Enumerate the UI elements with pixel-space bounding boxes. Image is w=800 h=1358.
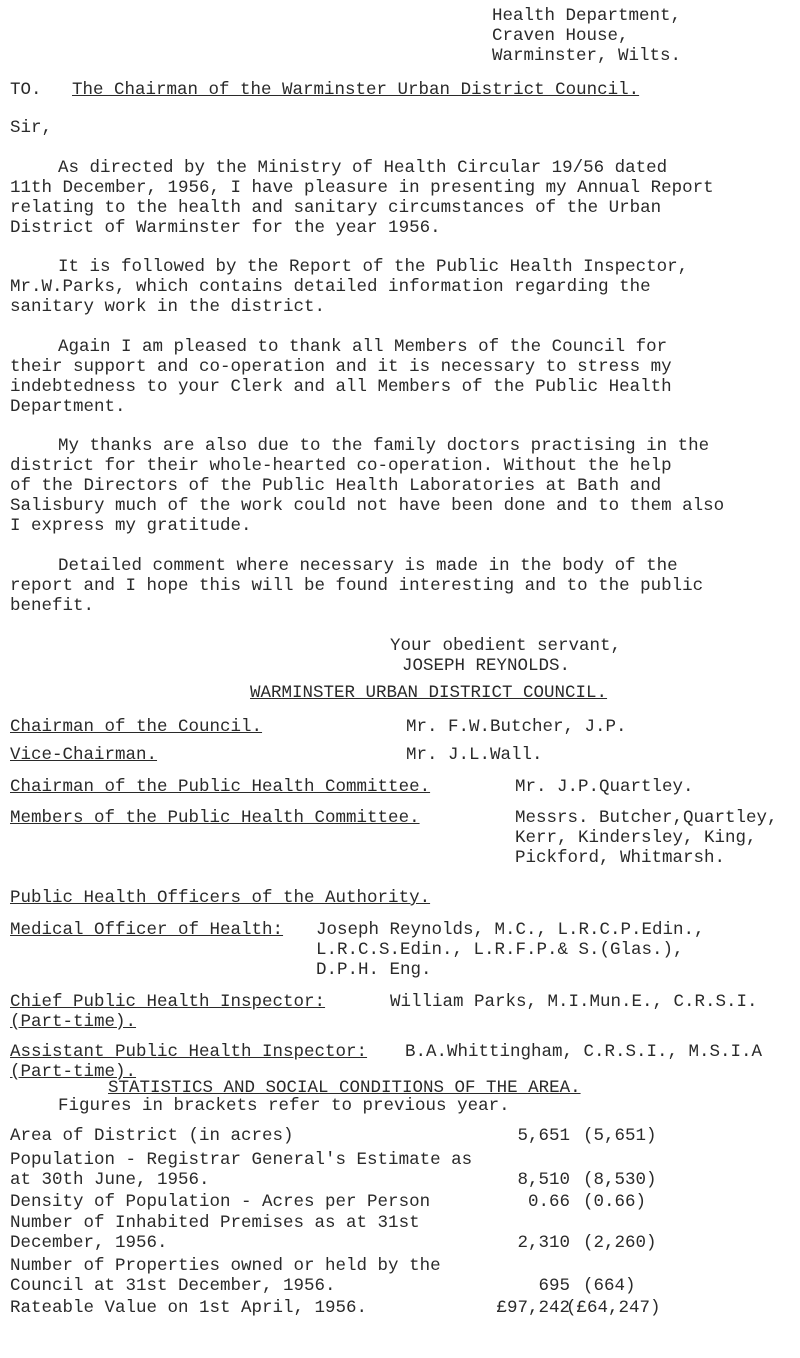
addressee-prefix: TO. (10, 80, 42, 100)
p5-line-1: Detailed comment where necessary is made in the body of the (58, 556, 678, 576)
phc-members-value-3: Pickford, Whitmarsh. (515, 848, 726, 868)
stat-value: 2,310 (517, 1233, 570, 1253)
stat-label: Density of Population - Acres per Person (10, 1192, 431, 1212)
aphi-note: (Part-time). (10, 1062, 137, 1082)
stat-label: Rateable Value on 1st April, 1956. (10, 1298, 368, 1318)
aphi-label: Assistant Public Health Inspector: (10, 1042, 368, 1062)
phc-chairman-label: Chairman of the Public Health Committee. (10, 777, 431, 797)
cphi-value: William Parks, M.I.Mun.E., C.R.S.I. (390, 992, 758, 1012)
stat-previous: (2,260) (583, 1233, 657, 1253)
cphi-label: Chief Public Health Inspector: (10, 992, 326, 1012)
stat-previous: (0.66) (583, 1192, 647, 1212)
stat-label: at 30th June, 1956. (10, 1170, 210, 1190)
stat-previous: (5,651) (583, 1126, 657, 1146)
stat-label: Council at 31st December, 1956. (10, 1276, 336, 1296)
phc-members-value-2: Kerr, Kindersley, King, (515, 828, 757, 848)
stat-label: Area of District (in acres) (10, 1126, 294, 1146)
valediction: Your obedient servant, (390, 636, 622, 656)
vice-chairman-value: Mr. J.L.Wall. (406, 745, 543, 765)
council-heading: WARMINSTER URBAN DISTRICT COUNCIL. (250, 683, 608, 703)
p2-line-1: It is followed by the Report of the Public Health Inspector, (58, 257, 689, 277)
moh-label: Medical Officer of Health: (10, 920, 284, 940)
stat-previous: (664) (583, 1276, 636, 1296)
stat-label: December, 1956. (10, 1233, 168, 1253)
statistics-heading: STATISTICS AND SOCIAL CONDITIONS OF THE AREA. (108, 1078, 581, 1098)
p5-line-2: report and I hope this will be found interesting and to the public (10, 576, 704, 596)
p3-line-2: their support and co-operation and it is necessary to stress my (10, 357, 672, 377)
p4-line-4: Salisbury much of the work could not have been done and to them also (10, 496, 725, 516)
aphi-value: B.A.Whittingham, C.R.S.I., M.S.I.A (405, 1042, 763, 1062)
officers-heading: Public Health Officers of the Authority. (10, 888, 431, 908)
p1-line-3: relating to the health and sanitary circumstances of the Urban (10, 198, 662, 218)
stat-label: Population - Registrar General's Estimate as (10, 1150, 473, 1170)
stat-previous: (£64,247) (566, 1298, 661, 1318)
stat-value: 5,651 (517, 1126, 570, 1146)
moh-value-1: Joseph Reynolds, M.C., L.R.C.P.Edin., (316, 920, 705, 940)
signature: JOSEPH REYNOLDS. (402, 656, 571, 676)
letterhead-town: Warminster, Wilts. (492, 46, 682, 66)
stat-value: £97,242 (496, 1298, 570, 1318)
cphi-note: (Part-time). (10, 1012, 137, 1032)
letterhead-house: Craven House, (492, 26, 629, 46)
moh-value-2: L.R.C.S.Edin., L.R.F.P.& S.(Glas.), (316, 940, 684, 960)
p1-line-1: As directed by the Ministry of Health Circular 19/56 dated (58, 158, 668, 178)
chairman-value: Mr. F.W.Butcher, J.P. (406, 717, 627, 737)
p4-line-1: My thanks are also due to the family doctors practising in the (58, 436, 710, 456)
phc-members-label: Members of the Public Health Committee. (10, 808, 420, 828)
p3-line-4: Department. (10, 397, 126, 417)
stat-value: 695 (538, 1276, 570, 1296)
chairman-label: Chairman of the Council. (10, 717, 263, 737)
stat-label: Number of Inhabited Premises as at 31st (10, 1213, 420, 1233)
salutation: Sir, (10, 118, 53, 138)
p4-line-5: I express my gratitude. (10, 516, 252, 536)
letterhead-department: Health Department, (492, 6, 682, 26)
p1-line-2: 11th December, 1956, I have pleasure in presenting my Annual Report (10, 178, 714, 198)
stat-value: 0.66 (527, 1192, 570, 1212)
vice-chairman-label: Vice-Chairman. (10, 745, 158, 765)
p2-line-3: sanitary work in the district. (10, 297, 326, 317)
moh-value-3: D.P.H. Eng. (316, 960, 432, 980)
p5-line-3: benefit. (10, 596, 95, 616)
statistics-note: Figures in brackets refer to previous year. (58, 1096, 510, 1116)
p1-line-4: District of Warminster for the year 1956. (10, 218, 441, 238)
p4-line-3: of the Directors of the Public Health Laboratories at Bath and (10, 476, 662, 496)
phc-chairman-value: Mr. J.P.Quartley. (515, 777, 694, 797)
addressee-title: The Chairman of the Warminster Urban District Council. (72, 80, 640, 100)
stat-value: 8,510 (517, 1170, 570, 1190)
stat-previous: (8,530) (583, 1170, 657, 1190)
phc-members-value-1: Messrs. Butcher,Quartley, (515, 808, 778, 828)
p3-line-1: Again I am pleased to thank all Members of the Council for (58, 337, 668, 357)
stat-label: Number of Properties owned or held by the (10, 1256, 441, 1276)
p2-line-2: Mr.W.Parks, which contains detailed information regarding the (10, 277, 651, 297)
p4-line-2: district for their whole-hearted co-operation. Without the help (10, 456, 672, 476)
p3-line-3: indebtedness to your Clerk and all Members of the Public Health (10, 377, 672, 397)
